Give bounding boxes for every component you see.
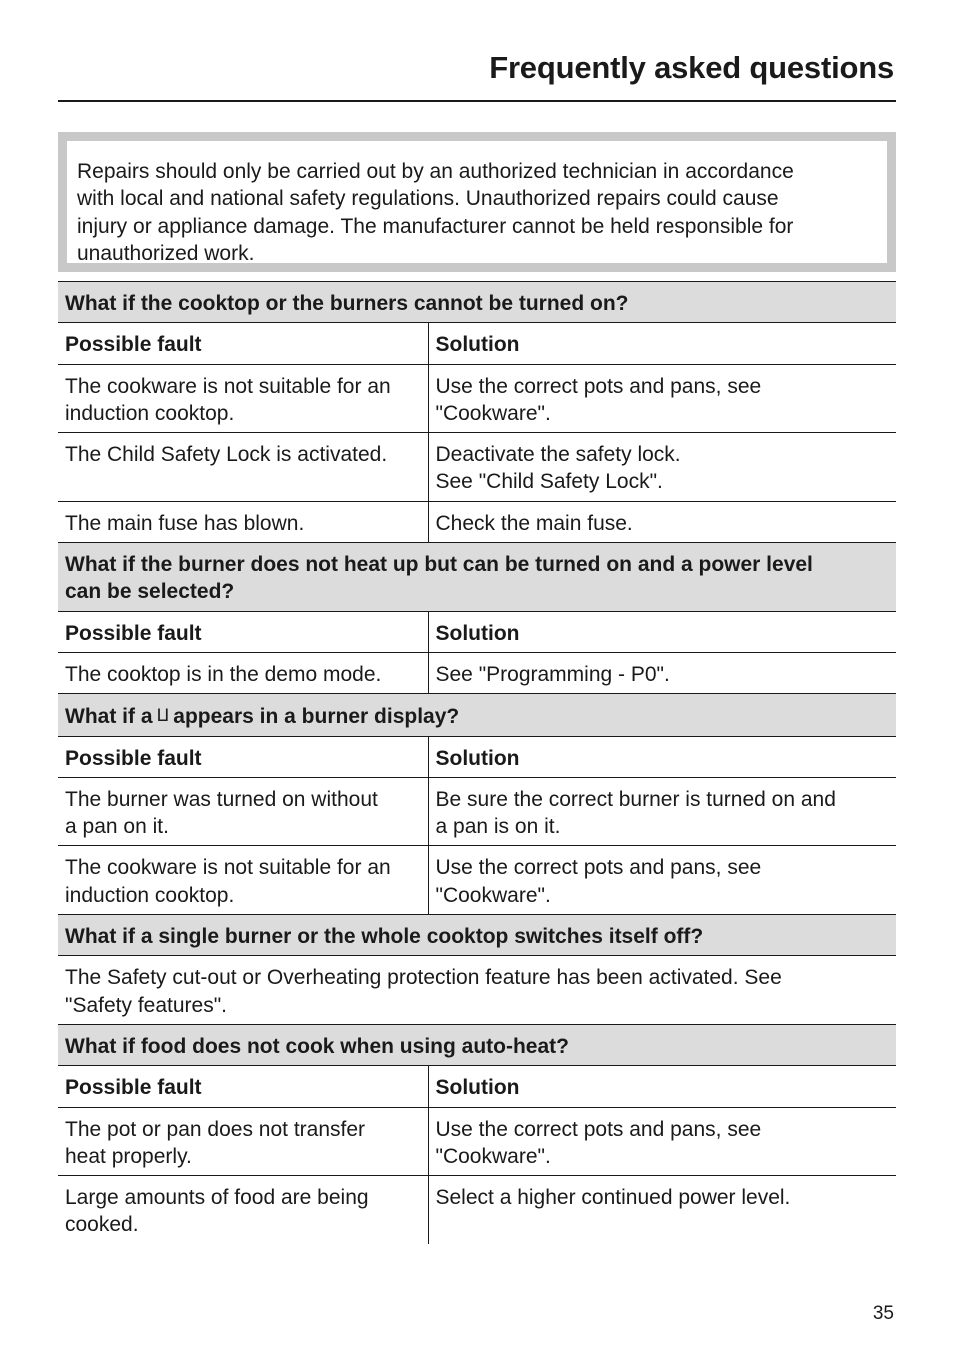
question-auto-heat: What if food does not cook when using auto-heat? — [58, 1024, 896, 1065]
fault-cell: The Child Safety Lock is activated. — [58, 433, 428, 502]
question-row — [58, 694, 896, 736]
fault-column-header: Possible fault — [58, 1066, 428, 1107]
fault-cell: The pot or pan does not transfer heat properly. — [58, 1107, 428, 1176]
question-burner-no-heat: What if the burner does not heat up but can be turned on and a power level can be selected? — [58, 543, 896, 612]
table-row — [58, 956, 896, 1025]
column-header-row — [58, 323, 896, 364]
question-row — [58, 543, 896, 612]
column-header-row — [58, 1066, 896, 1107]
question-cooktop-not-on: What if the cooktop or the burners cannot be turned on? — [58, 282, 896, 323]
solution-cell: Use the correct pots and pans, see "Cookware". — [428, 846, 896, 915]
faq-table-container — [58, 281, 896, 1244]
question-display-symbol: What if a ⵡ appears in a burner display? — [58, 694, 896, 736]
solution-cell: Select a higher continued power level. — [435, 1186, 791, 1210]
question-row — [58, 915, 896, 956]
fault-cell: The cookware is not suitable for an induction cooktop. — [58, 846, 428, 915]
faq-table — [58, 281, 896, 1244]
table-row — [58, 364, 896, 433]
table-row — [58, 652, 896, 693]
note-cell: The Safety cut-out or Overheating protection feature has been activated. See "Safety features". — [58, 956, 896, 1025]
column-header-row — [58, 611, 896, 652]
solution-cell: Be sure the correct burner is turned on and a pan is on it. — [428, 777, 896, 846]
table-row — [58, 777, 896, 846]
question-row — [58, 282, 896, 323]
column-header-row — [58, 736, 896, 777]
fault-column-header: Possible fault — [58, 323, 428, 364]
solution-cell: Check the main fuse. — [428, 501, 896, 542]
solution-cell: See "Programming - P0". — [428, 652, 896, 693]
solution-column-header: Solution — [428, 611, 896, 652]
fault-cell: The cooktop is in the demo mode. — [58, 652, 428, 693]
table-row — [58, 433, 896, 502]
fault-cell: The main fuse has blown. — [58, 501, 428, 542]
question-switches-off: What if a single burner or the whole cooktop switches itself off? — [58, 915, 896, 956]
table-row — [58, 501, 896, 542]
warning-text — [67, 141, 887, 263]
fault-cell: The cookware is not suitable for an induction cooktop. — [58, 364, 428, 433]
page-number: 35 — [872, 1303, 894, 1324]
fault-cell: Large amounts of food are being cooked. — [58, 1176, 428, 1244]
table-row — [58, 1107, 896, 1176]
solution-column-header: Solution — [428, 1066, 896, 1107]
warning-line: Repairs should only be carried out by an authorized technician in accordance — [77, 160, 794, 183]
solution-column-header: Solution — [428, 323, 896, 364]
question-row — [58, 1024, 896, 1065]
page-title: Frequently asked questions — [489, 50, 894, 85]
solution-column-header: Solution — [428, 736, 896, 777]
fault-column-header: Possible fault — [58, 736, 428, 777]
table-row — [58, 1176, 896, 1244]
solution-cell: Use the correct pots and pans, see "Cookware". — [428, 1107, 896, 1176]
solution-cell: Use the correct pots and pans, see "Cookware". — [428, 364, 896, 433]
fault-cell: The burner was turned on without a pan on it. — [58, 777, 428, 846]
warning-line: with local and national safety regulations. Unauthorized repairs could cause — [77, 187, 779, 211]
no-pan-symbol-icon: ⵡ — [156, 706, 170, 726]
warning-line: injury or appliance damage. The manufacturer cannot be held responsible for — [77, 214, 794, 238]
fault-column-header: Possible fault — [58, 611, 428, 652]
warning-box — [58, 132, 896, 272]
warning-line: unauthorized work. — [77, 241, 255, 265]
solution-cell: Deactivate the safety lock. See "Child Safety Lock". — [428, 433, 896, 502]
title-divider — [58, 100, 896, 102]
table-row — [58, 846, 896, 915]
